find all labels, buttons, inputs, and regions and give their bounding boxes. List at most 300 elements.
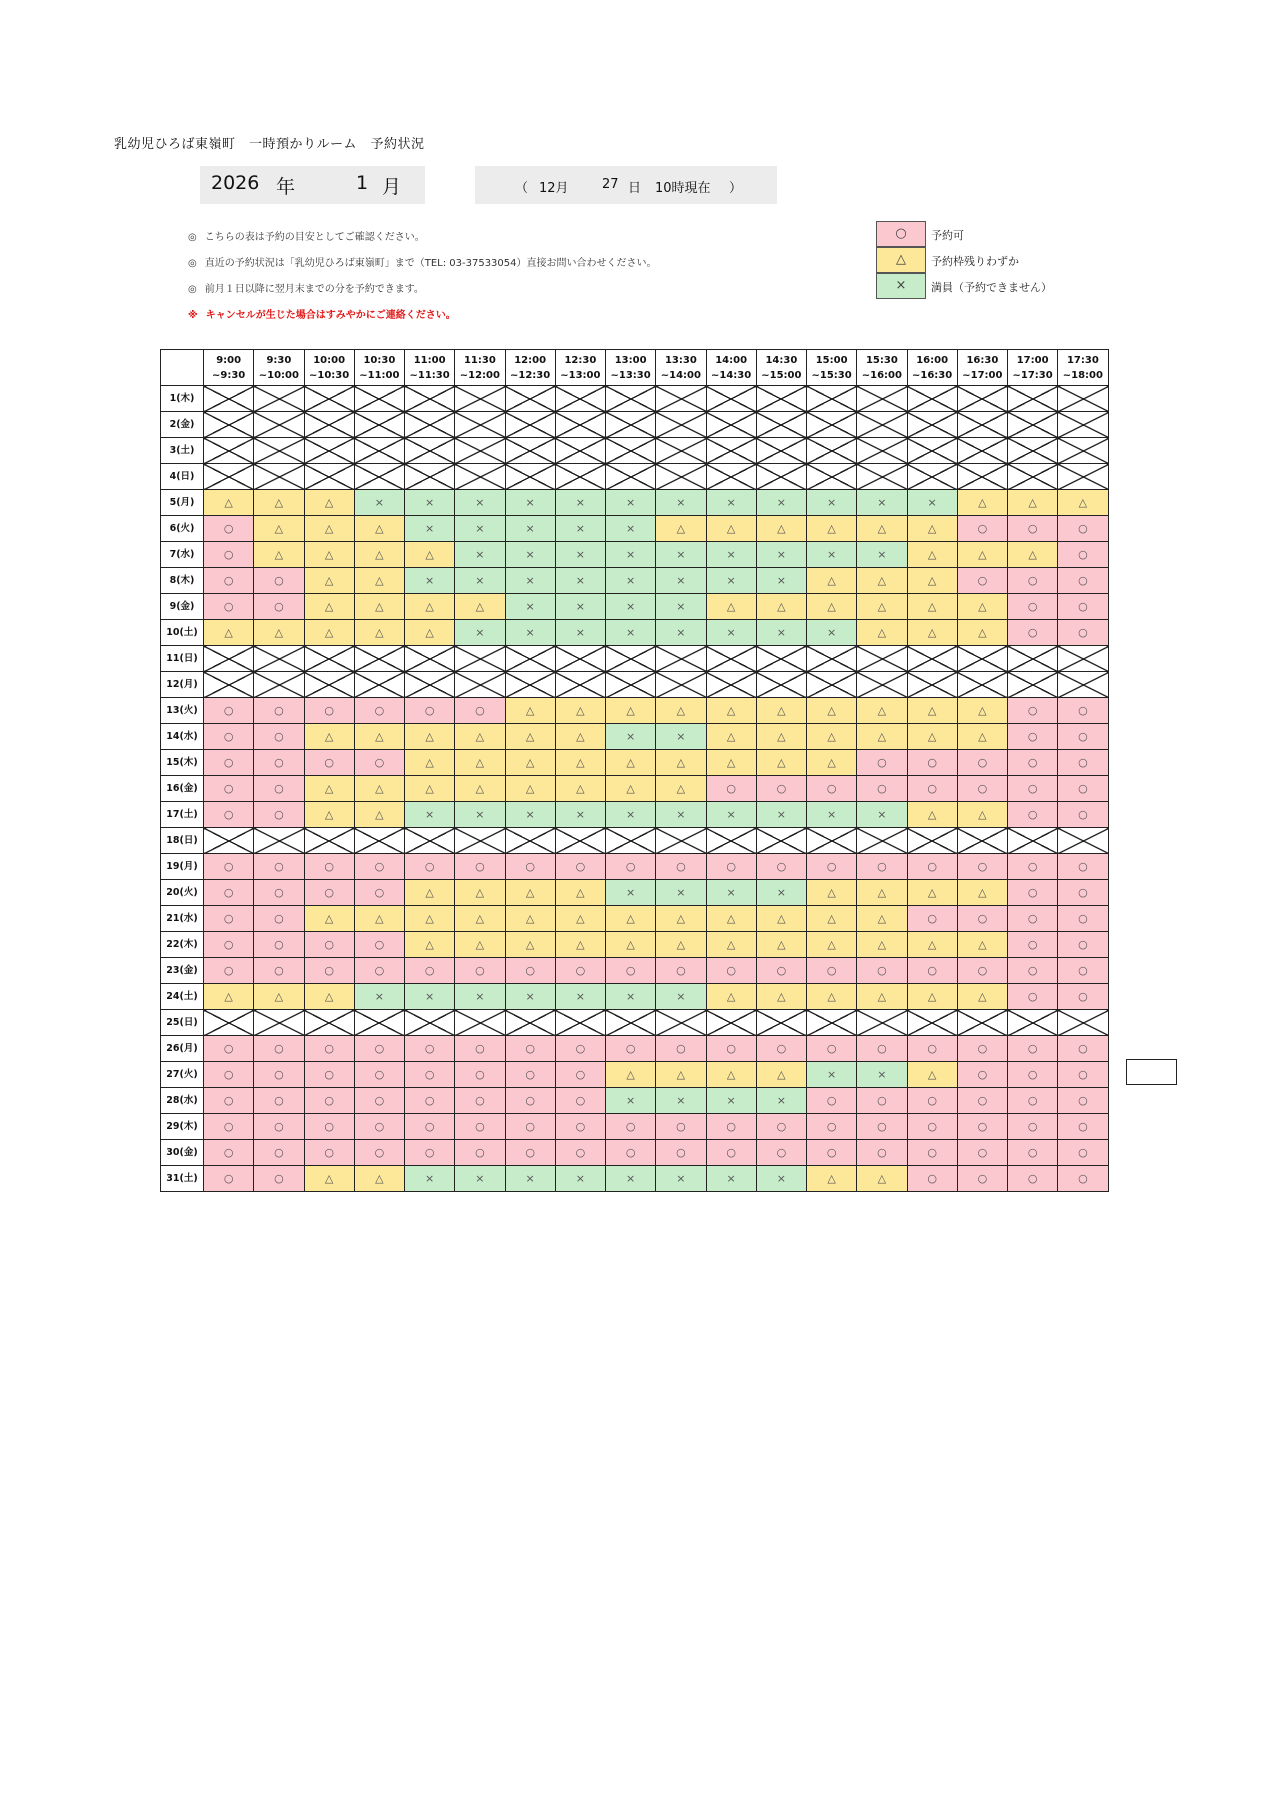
slot-few-left: △ (455, 750, 505, 776)
slot-closed (857, 438, 907, 464)
slot-available: ○ (907, 1088, 957, 1114)
slot-few-left: △ (455, 724, 505, 750)
slot-closed (405, 464, 455, 490)
slot-end: ~11:30 (409, 369, 450, 381)
slot-full: × (706, 1088, 756, 1114)
slot-closed (857, 646, 907, 672)
slot-closed (756, 1010, 806, 1036)
slot-few-left: △ (1008, 542, 1058, 568)
slot-available: ○ (1058, 1088, 1108, 1114)
slot-few-left: △ (756, 516, 806, 542)
slot-start: 12:00 (514, 354, 547, 366)
slot-full: × (706, 880, 756, 906)
slot-few-left: △ (907, 932, 957, 958)
slot-few-left: △ (907, 1062, 957, 1088)
as-of-open-paren: （ (515, 181, 529, 196)
slot-available: ○ (455, 958, 505, 984)
note-mark: ◎ (188, 232, 197, 243)
slot-available: ○ (807, 854, 857, 880)
slot-closed (304, 828, 354, 854)
table-row (161, 828, 1109, 854)
slot-closed (706, 386, 756, 412)
slot-few-left: △ (304, 1166, 354, 1192)
legend-full-label: 満員（予約できません） (931, 281, 1052, 294)
slot-few-left: △ (354, 542, 404, 568)
slot-closed (254, 672, 304, 698)
slot-start: 14:00 (715, 354, 748, 366)
slot-closed (455, 1010, 505, 1036)
table-row (161, 1166, 1109, 1192)
slot-full: × (505, 984, 555, 1010)
table-row (161, 1062, 1109, 1088)
slot-closed (907, 672, 957, 698)
slot-few-left: △ (706, 594, 756, 620)
slot-closed (756, 672, 806, 698)
slot-available: ○ (957, 854, 1007, 880)
slot-closed (304, 464, 354, 490)
slot-available: ○ (304, 750, 354, 776)
slot-few-left: △ (907, 594, 957, 620)
slot-available: ○ (555, 1114, 605, 1140)
slot-closed (1008, 464, 1058, 490)
slot-available: ○ (907, 1114, 957, 1140)
as-of-month: 12月 (539, 181, 569, 196)
slot-closed (204, 646, 254, 672)
table-row (161, 646, 1109, 672)
slot-few-left: △ (756, 594, 806, 620)
slot-closed (405, 828, 455, 854)
slot-closed (1008, 646, 1058, 672)
slot-end: ~14:30 (711, 369, 752, 381)
slot-full: × (354, 490, 404, 516)
slot-few-left: △ (907, 724, 957, 750)
note-text: 直近の予約状況は「乳幼児ひろば東嶺町」まで（TEL: 03-37533054）直接お問い合わせください。 (204, 258, 657, 269)
slot-closed (505, 646, 555, 672)
slot-full: × (606, 880, 656, 906)
slot-few-left: △ (354, 594, 404, 620)
slot-available: ○ (505, 1114, 555, 1140)
slot-few-left: △ (807, 906, 857, 932)
slot-few-left: △ (807, 984, 857, 1010)
slot-available: ○ (455, 698, 505, 724)
slot-full: × (807, 620, 857, 646)
slot-closed (606, 646, 656, 672)
slot-available: ○ (254, 698, 304, 724)
slot-available: ○ (304, 880, 354, 906)
slot-available: ○ (254, 1114, 304, 1140)
slot-few-left: △ (505, 750, 555, 776)
slot-closed (555, 1010, 605, 1036)
slot-closed (606, 672, 656, 698)
slot-few-left: △ (505, 724, 555, 750)
slot-few-left: △ (405, 932, 455, 958)
slot-closed (354, 412, 404, 438)
slot-few-left: △ (606, 906, 656, 932)
time-slot-header (807, 350, 857, 386)
table-row (161, 1114, 1109, 1140)
slot-closed (505, 412, 555, 438)
slot-few-left: △ (354, 620, 404, 646)
slot-few-left: △ (505, 698, 555, 724)
slot-available: ○ (354, 1114, 404, 1140)
month-label: 月 (382, 176, 402, 198)
slot-closed (254, 828, 304, 854)
slot-few-left: △ (555, 724, 605, 750)
slot-available: ○ (857, 854, 907, 880)
slot-few-left: △ (505, 776, 555, 802)
slot-few-left: △ (857, 516, 907, 542)
slot-end: ~11:00 (359, 369, 400, 381)
note-mark: ◎ (188, 258, 197, 269)
slot-available: ○ (756, 1114, 806, 1140)
note-text: 前月１日以降に翌月末までの分を予約できます。 (204, 284, 424, 295)
note-text: キャンセルが生じた場合はすみやかにご連絡ください。 (205, 310, 456, 321)
slot-available: ○ (1058, 1062, 1108, 1088)
slot-few-left: △ (857, 620, 907, 646)
legend-few-left-label: 予約枠残りわずか (931, 255, 1019, 268)
slot-few-left: △ (656, 750, 706, 776)
slot-few-left: △ (304, 724, 354, 750)
day-label: 17(土) (161, 802, 204, 828)
slot-closed (204, 672, 254, 698)
slot-available: ○ (555, 958, 605, 984)
slot-closed (957, 438, 1007, 464)
slot-available: ○ (1008, 1036, 1058, 1062)
day-label: 10(土) (161, 620, 204, 646)
slot-closed (957, 386, 1007, 412)
slot-start: 13:00 (614, 354, 647, 366)
slot-few-left: △ (405, 906, 455, 932)
slot-available: ○ (957, 1114, 1007, 1140)
slot-full: × (656, 568, 706, 594)
slot-available: ○ (254, 1036, 304, 1062)
slot-full: × (756, 1166, 806, 1192)
table-row (161, 880, 1109, 906)
slot-available: ○ (455, 1140, 505, 1166)
day-label: 14(水) (161, 724, 204, 750)
table-row (161, 1010, 1109, 1036)
slot-full: × (555, 568, 605, 594)
slot-available: ○ (1058, 568, 1108, 594)
slot-end: ~12:00 (459, 369, 500, 381)
slot-available: ○ (957, 1062, 1007, 1088)
slot-available: ○ (354, 932, 404, 958)
slot-few-left: △ (204, 620, 254, 646)
slot-available: ○ (254, 724, 304, 750)
slot-closed (656, 412, 706, 438)
slot-few-left: △ (405, 880, 455, 906)
slot-full: × (907, 490, 957, 516)
slot-full: × (807, 802, 857, 828)
slot-closed (455, 672, 505, 698)
slot-end: ~14:00 (660, 369, 701, 381)
slot-available: ○ (304, 854, 354, 880)
slot-few-left: △ (606, 932, 656, 958)
slot-full: × (807, 490, 857, 516)
slot-closed (907, 386, 957, 412)
slot-available: ○ (505, 1140, 555, 1166)
table-row (161, 984, 1109, 1010)
slot-end: ~18:00 (1062, 369, 1103, 381)
slot-full: × (555, 802, 605, 828)
slot-available: ○ (304, 1114, 354, 1140)
slot-few-left: △ (606, 698, 656, 724)
slot-few-left: △ (304, 620, 354, 646)
slot-full: × (555, 1166, 605, 1192)
slot-available: ○ (706, 1114, 756, 1140)
slot-closed (254, 412, 304, 438)
slot-few-left: △ (304, 776, 354, 802)
time-slot-header (606, 350, 656, 386)
slot-closed (907, 1010, 957, 1036)
slot-available: ○ (1008, 698, 1058, 724)
slot-few-left: △ (656, 776, 706, 802)
time-slot-header (405, 350, 455, 386)
slot-available: ○ (254, 568, 304, 594)
slot-few-left: △ (304, 516, 354, 542)
day-label: 29(木) (161, 1114, 204, 1140)
slot-available: ○ (1058, 724, 1108, 750)
slot-closed (254, 386, 304, 412)
slot-end: ~10:00 (258, 369, 299, 381)
slot-full: × (807, 542, 857, 568)
slot-available: ○ (1008, 932, 1058, 958)
slot-few-left: △ (555, 880, 605, 906)
slot-available: ○ (254, 594, 304, 620)
slot-closed (756, 386, 806, 412)
slot-available: ○ (1008, 1140, 1058, 1166)
slot-closed (907, 438, 957, 464)
slot-full: × (606, 620, 656, 646)
slot-full: × (606, 1166, 656, 1192)
slot-few-left: △ (606, 750, 656, 776)
slot-available: ○ (706, 958, 756, 984)
slot-closed (807, 412, 857, 438)
slot-available: ○ (807, 1088, 857, 1114)
slot-available: ○ (304, 1062, 354, 1088)
slot-full: × (555, 542, 605, 568)
slot-closed (656, 672, 706, 698)
slot-end: ~17:30 (1012, 369, 1053, 381)
day-label: 19(月) (161, 854, 204, 880)
slot-full: × (455, 490, 505, 516)
slot-available: ○ (606, 1036, 656, 1062)
slot-available: ○ (1008, 568, 1058, 594)
slot-available: ○ (1008, 620, 1058, 646)
slot-full: × (455, 802, 505, 828)
slot-few-left: △ (656, 1062, 706, 1088)
slot-closed (304, 1010, 354, 1036)
slot-available: ○ (455, 854, 505, 880)
slot-available: ○ (706, 1140, 756, 1166)
slot-few-left: △ (405, 776, 455, 802)
table-row (161, 542, 1109, 568)
slot-few-left: △ (304, 568, 354, 594)
slot-available: ○ (505, 1088, 555, 1114)
slot-few-left: △ (756, 750, 806, 776)
slot-end: ~16:00 (861, 369, 902, 381)
slot-few-left: △ (857, 594, 907, 620)
slot-available: ○ (254, 750, 304, 776)
legend-full-swatch: × (876, 273, 926, 299)
slot-few-left: △ (957, 802, 1007, 828)
slot-few-left: △ (204, 984, 254, 1010)
slot-available: ○ (354, 698, 404, 724)
slot-available: ○ (1008, 1088, 1058, 1114)
slot-full: × (606, 594, 656, 620)
slot-available: ○ (405, 1036, 455, 1062)
day-label: 4(日) (161, 464, 204, 490)
slot-few-left: △ (254, 516, 304, 542)
slot-available: ○ (706, 776, 756, 802)
slot-few-left: △ (505, 880, 555, 906)
slot-closed (706, 1010, 756, 1036)
slot-full: × (706, 490, 756, 516)
slot-full: × (606, 542, 656, 568)
slot-full: × (656, 620, 706, 646)
slot-end: ~16:30 (912, 369, 953, 381)
slot-few-left: △ (304, 906, 354, 932)
table-row (161, 932, 1109, 958)
slot-available: ○ (505, 854, 555, 880)
time-slot-header (756, 350, 806, 386)
slot-closed (555, 412, 605, 438)
day-label: 24(土) (161, 984, 204, 1010)
slot-closed (857, 464, 907, 490)
slot-available: ○ (254, 1062, 304, 1088)
month-value: 1 (356, 172, 369, 194)
slot-available: ○ (204, 880, 254, 906)
slot-closed (857, 672, 907, 698)
slot-full: × (505, 594, 555, 620)
slot-few-left: △ (455, 906, 505, 932)
slot-available: ○ (606, 1114, 656, 1140)
slot-available: ○ (204, 802, 254, 828)
slot-available: ○ (304, 1088, 354, 1114)
slot-end: ~13:00 (560, 369, 601, 381)
day-label: 31(土) (161, 1166, 204, 1192)
slot-available: ○ (354, 958, 404, 984)
slot-few-left: △ (354, 1166, 404, 1192)
day-label: 28(水) (161, 1088, 204, 1114)
slot-available: ○ (505, 958, 555, 984)
note-mark: ◎ (188, 284, 197, 295)
slot-closed (455, 828, 505, 854)
slot-closed (455, 464, 505, 490)
slot-available: ○ (1058, 854, 1108, 880)
slot-few-left: △ (706, 698, 756, 724)
note-2 (188, 254, 657, 269)
slot-closed (204, 1010, 254, 1036)
slot-few-left: △ (405, 724, 455, 750)
slot-closed (1008, 672, 1058, 698)
slot-available: ○ (807, 1140, 857, 1166)
slot-closed (756, 464, 806, 490)
slot-few-left: △ (304, 984, 354, 1010)
slot-available: ○ (405, 1062, 455, 1088)
slot-available: ○ (1058, 906, 1108, 932)
as-of-day: 27 (602, 177, 619, 192)
slot-closed (455, 386, 505, 412)
slot-closed (807, 672, 857, 698)
slot-available: ○ (204, 1088, 254, 1114)
slot-full: × (756, 620, 806, 646)
slot-available: ○ (1008, 750, 1058, 776)
slot-few-left: △ (354, 776, 404, 802)
slot-full: × (756, 542, 806, 568)
slot-available: ○ (354, 880, 404, 906)
slot-few-left: △ (254, 542, 304, 568)
slot-available: ○ (204, 932, 254, 958)
slot-start: 10:30 (363, 354, 396, 366)
slot-few-left: △ (555, 776, 605, 802)
slot-full: × (455, 568, 505, 594)
time-slot-header (957, 350, 1007, 386)
slot-few-left: △ (304, 802, 354, 828)
slot-full: × (606, 490, 656, 516)
table-row (161, 802, 1109, 828)
day-label: 21(水) (161, 906, 204, 932)
day-label: 11(日) (161, 646, 204, 672)
day-label: 2(金) (161, 412, 204, 438)
day-label: 16(金) (161, 776, 204, 802)
slot-available: ○ (204, 1140, 254, 1166)
slot-full: × (405, 802, 455, 828)
slot-few-left: △ (455, 932, 505, 958)
slot-few-left: △ (857, 698, 907, 724)
slot-few-left: △ (756, 984, 806, 1010)
slot-few-left: △ (756, 906, 806, 932)
slot-available: ○ (204, 854, 254, 880)
slot-end: ~13:30 (610, 369, 651, 381)
table-row (161, 672, 1109, 698)
slot-closed (1008, 1010, 1058, 1036)
slot-few-left: △ (957, 490, 1007, 516)
day-label: 8(木) (161, 568, 204, 594)
slot-available: ○ (354, 1062, 404, 1088)
slot-few-left: △ (354, 802, 404, 828)
slot-available: ○ (304, 1140, 354, 1166)
slot-few-left: △ (907, 880, 957, 906)
slot-full: × (656, 984, 706, 1010)
slot-closed (907, 828, 957, 854)
slot-available: ○ (555, 1088, 605, 1114)
slot-available: ○ (1008, 854, 1058, 880)
slot-available: ○ (706, 854, 756, 880)
slot-few-left: △ (606, 1062, 656, 1088)
slot-few-left: △ (706, 750, 756, 776)
slot-full: × (405, 1166, 455, 1192)
slot-available: ○ (1058, 1166, 1108, 1192)
slot-few-left: △ (807, 516, 857, 542)
slot-few-left: △ (957, 932, 1007, 958)
slot-available: ○ (1008, 802, 1058, 828)
slot-few-left: △ (405, 750, 455, 776)
table-row (161, 412, 1109, 438)
slot-available: ○ (857, 1114, 907, 1140)
slot-few-left: △ (354, 724, 404, 750)
slot-available: ○ (304, 1036, 354, 1062)
slot-available: ○ (807, 958, 857, 984)
slot-available: ○ (354, 1036, 404, 1062)
slot-closed (656, 438, 706, 464)
slot-available: ○ (555, 854, 605, 880)
slot-closed (606, 412, 656, 438)
table-row (161, 516, 1109, 542)
slot-full: × (706, 620, 756, 646)
slot-available: ○ (1008, 906, 1058, 932)
slot-closed (1058, 1010, 1108, 1036)
